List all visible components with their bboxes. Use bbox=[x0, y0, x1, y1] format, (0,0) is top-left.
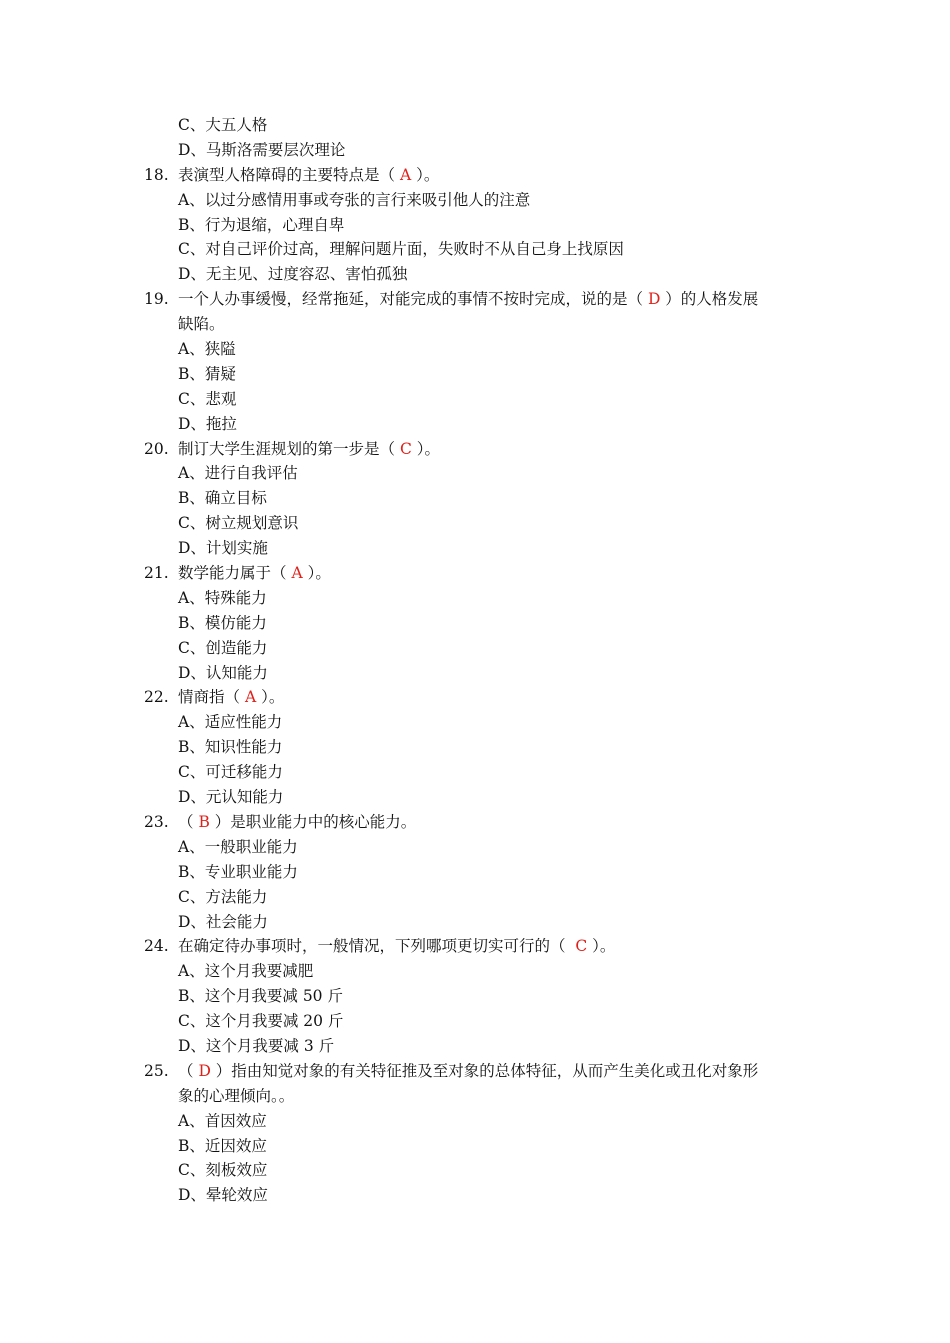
option-text: B、知识性能力 bbox=[178, 738, 283, 757]
option-text: C、创造能力 bbox=[178, 638, 268, 657]
option-text: C、树立规划意识 bbox=[178, 514, 299, 533]
option-text: B、模仿能力 bbox=[178, 613, 267, 632]
option-text: B、行为退缩，心理自卑 bbox=[178, 215, 345, 234]
option-line bbox=[0, 959, 950, 984]
question-stem-after: ）的人格发展 bbox=[660, 290, 759, 309]
question-number: 25. bbox=[144, 1061, 169, 1080]
question-number: 22. bbox=[144, 688, 169, 707]
option-text: D、这个月我要减 3 斤 bbox=[178, 1036, 335, 1055]
answer-letter: A bbox=[399, 165, 412, 184]
answer-letter: B bbox=[198, 812, 210, 831]
question-stem-after: ）。 bbox=[411, 165, 440, 184]
option-text: B、猜疑 bbox=[178, 364, 236, 383]
question-text bbox=[178, 934, 615, 959]
option-text: D、社会能力 bbox=[178, 912, 268, 931]
option-line bbox=[0, 910, 950, 935]
option-line bbox=[0, 188, 950, 213]
question-stem-before: （ bbox=[178, 1061, 199, 1080]
question-line bbox=[0, 287, 950, 312]
question-stem-after: ）是职业能力中的核心能力。 bbox=[209, 812, 417, 831]
option-line bbox=[0, 113, 950, 138]
option-text: A、进行自我评估 bbox=[178, 464, 298, 483]
option-text: D、元认知能力 bbox=[178, 788, 284, 807]
option-line bbox=[0, 1009, 950, 1034]
continuation-text: 象的心理倾向。。 bbox=[178, 1086, 295, 1105]
question-number: 21. bbox=[144, 564, 169, 583]
option-text: B、这个月我要减 50 斤 bbox=[178, 987, 343, 1006]
option-line bbox=[0, 611, 950, 636]
option-line bbox=[0, 511, 950, 536]
option-text: A、以过分感情用事或夸张的言行来吸引他人的注意 bbox=[178, 190, 531, 209]
question-text bbox=[178, 163, 439, 188]
question-stem-before: 表演型人格障碍的主要特点是（ bbox=[178, 165, 400, 184]
option-line bbox=[0, 387, 950, 412]
question-line bbox=[0, 1059, 950, 1084]
answer-letter: C bbox=[575, 937, 588, 956]
option-text: B、确立目标 bbox=[178, 489, 267, 508]
option-line bbox=[0, 636, 950, 661]
question-stem-before: （ bbox=[178, 812, 199, 831]
option-line bbox=[0, 885, 950, 910]
option-text: D、晕轮效应 bbox=[178, 1186, 268, 1205]
option-line bbox=[0, 213, 950, 238]
question-stem-before: 在确定待办事项时，一般情况，下列哪项更切实可行的（ bbox=[178, 937, 576, 956]
question-stem-before: 情商指（ bbox=[178, 688, 245, 707]
question-stem-after: ）。 bbox=[411, 439, 440, 458]
option-text: A、适应性能力 bbox=[178, 713, 283, 732]
option-line bbox=[0, 1109, 950, 1134]
question-continuation bbox=[0, 312, 950, 337]
document-page bbox=[0, 113, 950, 1208]
question-number: 23. bbox=[144, 812, 169, 831]
option-line bbox=[0, 860, 950, 885]
option-text: B、专业职业能力 bbox=[178, 862, 298, 881]
question-line bbox=[0, 810, 950, 835]
question-line bbox=[0, 685, 950, 710]
question-text bbox=[178, 1059, 758, 1084]
answer-letter: D bbox=[198, 1061, 211, 1080]
question-stem-after: ）。 bbox=[587, 937, 616, 956]
option-line bbox=[0, 586, 950, 611]
question-stem-after: ）。 bbox=[302, 564, 331, 583]
option-text: A、一般职业能力 bbox=[178, 837, 298, 856]
option-line bbox=[0, 835, 950, 860]
option-line bbox=[0, 1158, 950, 1183]
question-line bbox=[0, 437, 950, 462]
question-stem-after: ）。 bbox=[256, 688, 285, 707]
question-text bbox=[178, 685, 284, 710]
question-text bbox=[178, 287, 758, 312]
option-line bbox=[0, 984, 950, 1009]
option-line bbox=[0, 138, 950, 163]
option-text: C、对自己评价过高，理解问题片面，失败时不从自己身上找原因 bbox=[178, 240, 624, 259]
option-line bbox=[0, 337, 950, 362]
question-stem-before: 制订大学生涯规划的第一步是（ bbox=[178, 439, 400, 458]
question-number: 19. bbox=[144, 290, 169, 309]
option-line bbox=[0, 237, 950, 262]
question-number: 18. bbox=[144, 165, 169, 184]
continuation-text: 缺陷。 bbox=[178, 315, 225, 334]
question-line bbox=[0, 561, 950, 586]
option-line bbox=[0, 1034, 950, 1059]
option-line bbox=[0, 536, 950, 561]
option-line bbox=[0, 760, 950, 785]
option-text: C、悲观 bbox=[178, 389, 237, 408]
question-number: 20. bbox=[144, 439, 169, 458]
option-line bbox=[0, 262, 950, 287]
question-text bbox=[178, 561, 331, 586]
option-line bbox=[0, 362, 950, 387]
option-line bbox=[0, 710, 950, 735]
answer-letter: A bbox=[291, 564, 303, 583]
question-stem-after: ）指由知觉对象的有关特征推及至对象的总体特征，从而产生美化或丑化对象形 bbox=[210, 1061, 759, 1080]
option-text: C、这个月我要减 20 斤 bbox=[178, 1012, 344, 1031]
answer-letter: A bbox=[244, 688, 257, 707]
question-text bbox=[178, 810, 416, 835]
answer-letter: D bbox=[647, 290, 661, 309]
question-number: 24. bbox=[144, 937, 169, 956]
option-line bbox=[0, 1183, 950, 1208]
question-text bbox=[178, 437, 440, 462]
option-text: A、首因效应 bbox=[178, 1111, 267, 1130]
option-text: C、刻板效应 bbox=[178, 1161, 268, 1180]
option-text: D、拖拉 bbox=[178, 414, 237, 433]
option-text: D、认知能力 bbox=[178, 663, 268, 682]
option-text: A、这个月我要减肥 bbox=[178, 962, 314, 981]
option-line bbox=[0, 486, 950, 511]
option-text: A、狭隘 bbox=[178, 340, 236, 359]
option-line bbox=[0, 1134, 950, 1159]
question-stem-before: 一个人办事缓慢，经常拖延，对能完成的事情不按时完成，说的是（ bbox=[178, 290, 648, 309]
option-line bbox=[0, 461, 950, 486]
option-line bbox=[0, 661, 950, 686]
question-stem-before: 数学能力属于（ bbox=[178, 564, 292, 583]
option-line bbox=[0, 735, 950, 760]
option-text: B、近因效应 bbox=[178, 1136, 267, 1155]
answer-letter: C bbox=[399, 439, 412, 458]
option-text: C、大五人格 bbox=[178, 116, 268, 134]
option-line bbox=[0, 412, 950, 437]
option-line bbox=[0, 785, 950, 810]
option-text: D、计划实施 bbox=[178, 539, 268, 558]
question-line bbox=[0, 934, 950, 959]
option-text: D、无主见、过度容忍、害怕孤独 bbox=[178, 265, 408, 284]
option-text: A、特殊能力 bbox=[178, 588, 267, 607]
question-continuation bbox=[0, 1084, 950, 1109]
question-line bbox=[0, 163, 950, 188]
option-text: C、可迁移能力 bbox=[178, 763, 283, 782]
option-text: D、马斯洛需要层次理论 bbox=[178, 140, 346, 159]
option-text: C、方法能力 bbox=[178, 887, 268, 906]
